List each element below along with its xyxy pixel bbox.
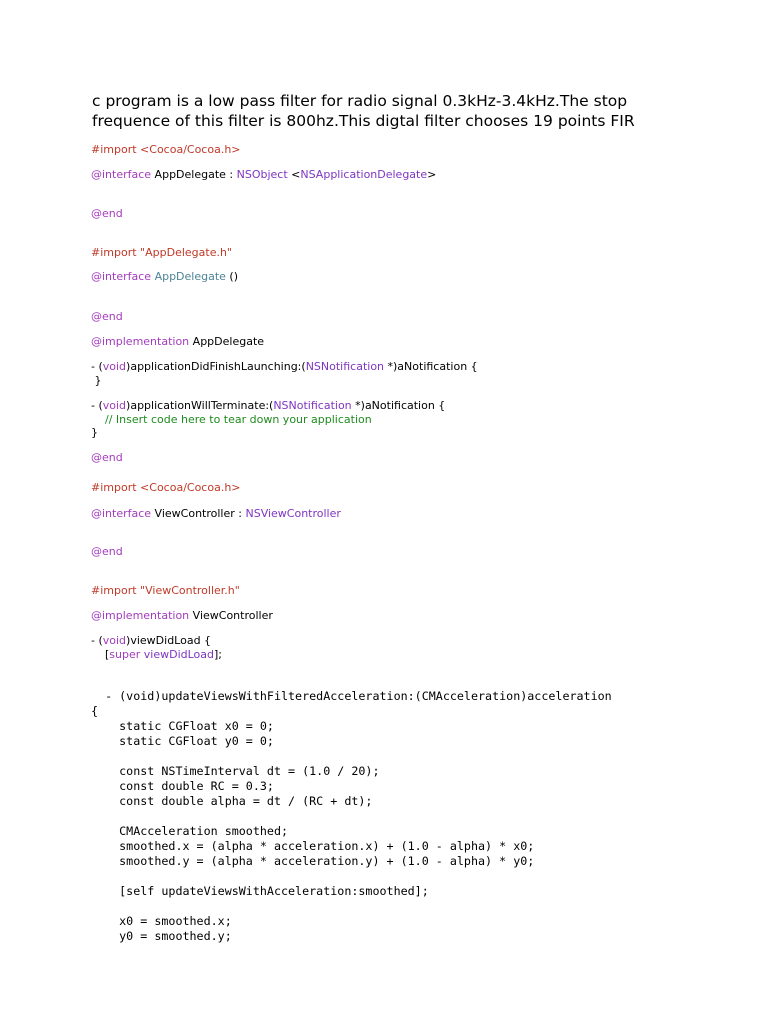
mono-code-line: static CGFloat y0 = 0; bbox=[91, 734, 274, 748]
code-line-end-2 bbox=[91, 310, 123, 324]
code-token: AppDelegate : bbox=[151, 168, 237, 181]
code-token: AppDelegate bbox=[154, 270, 226, 283]
code-token: void bbox=[102, 360, 127, 373]
code-line-will-terminate bbox=[91, 399, 445, 413]
code-token: @interface bbox=[91, 168, 152, 181]
code-line-interface-appdelegate-ext bbox=[91, 270, 238, 284]
mono-code-line bbox=[91, 749, 612, 764]
code-token: @end bbox=[91, 207, 123, 220]
code-line-end-1 bbox=[91, 207, 123, 221]
code-token: )viewDidLoad { bbox=[126, 634, 212, 647]
code-line-import-appdelegate bbox=[91, 246, 232, 260]
mono-code-line bbox=[91, 869, 612, 884]
code-line-close-brace-1 bbox=[91, 374, 102, 388]
code-line-interface-appdelegate bbox=[91, 168, 436, 182]
mono-code-line: const double RC = 0.3; bbox=[91, 779, 274, 793]
code-token: AppDelegate bbox=[189, 335, 265, 348]
code-token: ViewController bbox=[189, 609, 273, 622]
code-token: @implementation bbox=[91, 609, 190, 622]
mono-code-line bbox=[91, 899, 612, 914]
code-token: super bbox=[109, 648, 141, 661]
mono-code-line: [self updateViewsWithAcceleration:smoothed]; bbox=[91, 884, 429, 898]
code-token: void bbox=[102, 634, 127, 647]
code-token: void bbox=[102, 399, 127, 412]
code-line-super-view-did-load bbox=[91, 648, 222, 662]
code-token: viewDidLoad bbox=[143, 648, 214, 661]
code-line-interface-viewcontroller bbox=[91, 507, 341, 521]
code-token: @interface bbox=[91, 507, 152, 520]
code-token: > bbox=[427, 168, 437, 181]
code-line-import-cocoa bbox=[91, 143, 241, 157]
code-token: #import bbox=[91, 246, 141, 259]
mono-code-line: static CGFloat x0 = 0; bbox=[91, 719, 274, 733]
code-token: ViewController : bbox=[151, 507, 246, 520]
mono-code-line: const NSTimeInterval dt = (1.0 / 20); bbox=[91, 764, 380, 778]
code-token: // Insert code here to tear down your application bbox=[91, 413, 372, 426]
code-token: <Cocoa/Cocoa.h> bbox=[140, 481, 241, 494]
code-token: "ViewController.h" bbox=[140, 584, 240, 597]
mono-code-line: const double alpha = dt / (RC + dt); bbox=[91, 794, 373, 808]
code-token: )applicationDidFinishLaunching:( bbox=[126, 360, 306, 373]
heading-line-2: frequence of this filter is 800hz.This digtal filter chooses 19 points FIR bbox=[92, 112, 635, 130]
code-line-end-3 bbox=[91, 451, 123, 465]
code-token: < bbox=[287, 168, 301, 181]
heading-line-1: c program is a low pass filter for radio signal 0.3kHz-3.4kHz.The stop bbox=[92, 92, 628, 110]
document-heading bbox=[92, 91, 732, 131]
code-token: () bbox=[225, 270, 239, 283]
mono-code-line: x0 = smoothed.x; bbox=[91, 914, 232, 928]
mono-code-line: smoothed.x = (alpha * acceleration.x) + (1.0 - alpha) * x0; bbox=[91, 839, 535, 853]
mono-code-line: CMAcceleration smoothed; bbox=[91, 824, 289, 838]
code-token: NSNotification bbox=[273, 399, 352, 412]
code-line-import-cocoa-2 bbox=[91, 481, 241, 495]
code-line-implementation-appdelegate bbox=[91, 335, 264, 349]
code-line-comment bbox=[91, 413, 372, 427]
code-token: NSApplicationDelegate bbox=[300, 168, 428, 181]
mono-code-line: y0 = smoothed.y; bbox=[91, 929, 232, 943]
code-token: - ( bbox=[91, 360, 103, 373]
code-token: NSNotification bbox=[305, 360, 385, 373]
code-token: @implementation bbox=[91, 335, 190, 348]
code-line-view-did-load bbox=[91, 634, 211, 648]
code-token: #import bbox=[91, 481, 141, 494]
code-line-end-4 bbox=[91, 545, 123, 559]
code-token: #import bbox=[91, 143, 141, 156]
code-token: } bbox=[91, 374, 102, 387]
code-token: @interface bbox=[91, 270, 152, 283]
code-token: "AppDelegate.h" bbox=[140, 246, 232, 259]
code-token: <Cocoa/Cocoa.h> bbox=[140, 143, 241, 156]
code-token: [ bbox=[91, 648, 110, 661]
mono-code-line: { bbox=[91, 704, 99, 718]
code-token: } bbox=[91, 426, 98, 439]
code-line-did-finish-launching bbox=[91, 360, 478, 374]
code-token: #import bbox=[91, 584, 141, 597]
code-line-implementation-viewcontroller bbox=[91, 609, 273, 623]
mono-code-block bbox=[91, 674, 612, 974]
code-token: ]; bbox=[214, 648, 222, 661]
code-token: @end bbox=[91, 545, 123, 558]
code-token: *)aNotification { bbox=[384, 360, 478, 373]
code-token: @end bbox=[91, 451, 123, 464]
code-token: NSViewController bbox=[245, 507, 341, 520]
code-token: )applicationWillTerminate:( bbox=[126, 399, 274, 412]
mono-code-line bbox=[91, 809, 612, 824]
code-token: @end bbox=[91, 310, 123, 323]
mono-code-line: smoothed.y = (alpha * acceleration.y) + (1.0 - alpha) * y0; bbox=[91, 854, 535, 868]
code-token: NSObject bbox=[236, 168, 288, 181]
code-token: - ( bbox=[91, 634, 103, 647]
code-token: *)aNotification { bbox=[351, 399, 446, 412]
code-token: - ( bbox=[91, 399, 103, 412]
code-line-close-brace-2 bbox=[91, 426, 98, 440]
mono-code-line: - (void)updateViewsWithFilteredAcceleration:(CMAcceleration)acceleration bbox=[91, 689, 612, 703]
code-line-import-viewcontroller bbox=[91, 584, 240, 598]
